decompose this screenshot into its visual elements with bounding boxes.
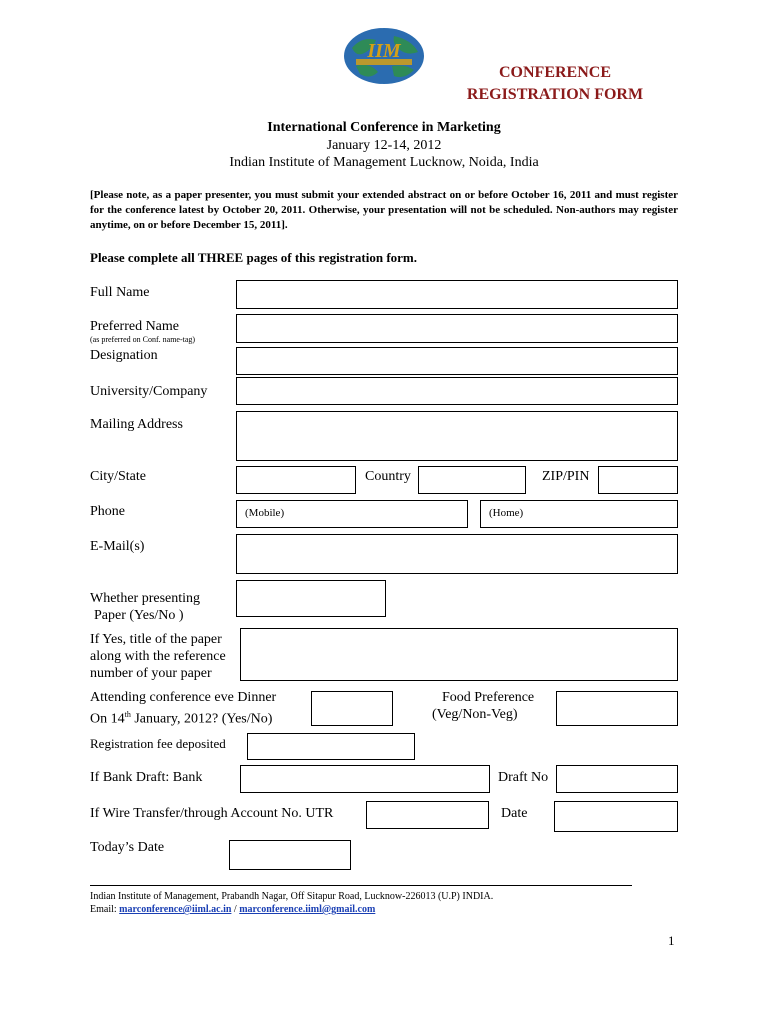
email-link-2[interactable]: marconference.iiml@gmail.com: [239, 904, 376, 915]
footer-email-separator: /: [233, 904, 237, 915]
footer-email-line: [90, 904, 375, 916]
page-number: 1: [668, 933, 675, 948]
globe-icon: [342, 26, 426, 86]
preferred-name-label: Preferred Name: [90, 319, 180, 334]
logo-text: IIM: [367, 40, 401, 62]
footer-email-label: Email:: [90, 904, 117, 915]
deadline-notice: [Please note, as a paper presenter, you must submit your extended abstract on or before October 16, 2011 and must register for the conference latest by October 20, 2011. Otherwise, your presentation will not be scheduled. Non-authors may register anytime, on or before December 15, 2011].: [90, 189, 678, 231]
event-dates: January 12-14, 2012: [326, 138, 442, 153]
instruction-text: Please complete all THREE pages of this registration form.: [90, 250, 418, 265]
dinner-label-sup: th: [124, 710, 131, 719]
utr-field[interactable]: [366, 801, 489, 829]
paper-title-label-1: If Yes, title of the paper: [90, 632, 222, 647]
form-title-line1: CONFERENCE: [498, 64, 611, 81]
event-venue: Indian Institute of Management Lucknow, Noida, India: [229, 155, 539, 170]
draft-no-label: Draft No: [498, 770, 549, 785]
wire-date-field[interactable]: [554, 801, 678, 832]
mailing-address-field[interactable]: [236, 411, 678, 461]
phone-label: Phone: [90, 504, 125, 519]
iim-logo: [342, 26, 426, 86]
email-label: E-Mail(s): [90, 539, 145, 554]
zip-label: ZIP/PIN: [542, 469, 590, 484]
footer-divider: [90, 885, 632, 886]
todays-date-label: Today’s Date: [90, 840, 165, 855]
university-label: University/Company: [90, 384, 208, 399]
mailing-address-label: Mailing Address: [90, 417, 183, 432]
dinner-label-1: Attending conference eve Dinner: [90, 690, 277, 705]
dinner-field[interactable]: [311, 691, 393, 726]
dinner-label-post: January, 2012? (Yes/No): [130, 711, 273, 727]
todays-date-field[interactable]: [229, 840, 351, 870]
phone-home-hint: (Home): [489, 507, 524, 519]
phone-mobile-hint: (Mobile): [245, 507, 285, 519]
dinner-label-pre: On 14: [90, 711, 125, 727]
draft-no-field[interactable]: [556, 765, 678, 793]
footer-address: Indian Institute of Management, Prabandh Nagar, Off Sitapur Road, Lucknow-226013 (U.P) INDIA.: [90, 891, 494, 902]
food-preference-label-2: (Veg/Non-Veg): [432, 707, 518, 722]
preferred-name-note: (as preferred on Conf. name-tag): [90, 335, 196, 344]
dinner-label-2: [90, 706, 272, 728]
form-title-line2: REGISTRATION FORM: [466, 86, 644, 103]
designation-label: Designation: [90, 348, 158, 363]
phone-home-field[interactable]: [480, 500, 678, 528]
reg-fee-field[interactable]: [247, 733, 415, 760]
bank-draft-label: If Bank Draft: Bank: [90, 770, 203, 785]
presenting-field[interactable]: [236, 580, 386, 617]
food-preference-label-1: Food Preference: [442, 690, 535, 705]
country-field[interactable]: [418, 466, 526, 494]
city-state-label: City/State: [90, 469, 146, 484]
form-title: [440, 62, 670, 106]
zip-field[interactable]: [598, 466, 678, 494]
city-state-field[interactable]: [236, 466, 356, 494]
date-label: Date: [501, 806, 528, 821]
event-name: International Conference in Marketing: [267, 120, 501, 135]
email-field[interactable]: [236, 534, 678, 574]
reg-fee-label: Registration fee deposited: [90, 736, 226, 751]
full-name-field[interactable]: [236, 280, 678, 309]
presenting-label-2: Paper (Yes/No ): [94, 608, 184, 623]
designation-field[interactable]: [236, 347, 678, 375]
paper-title-label-3: number of your paper: [90, 666, 212, 681]
university-field[interactable]: [236, 377, 678, 405]
food-preference-field[interactable]: [556, 691, 678, 726]
preferred-name-field[interactable]: [236, 314, 678, 343]
phone-mobile-field[interactable]: [236, 500, 468, 528]
presenting-label-1: Whether presenting: [90, 591, 201, 606]
paper-title-field[interactable]: [240, 628, 678, 681]
paper-title-label-2: along with the reference: [90, 649, 226, 664]
bank-name-field[interactable]: [240, 765, 490, 793]
wire-transfer-label: If Wire Transfer/through Account No. UTR: [90, 806, 334, 821]
email-link-1[interactable]: marconference@iiml.ac.in: [119, 904, 232, 915]
full-name-label: Full Name: [90, 285, 150, 300]
country-label: Country: [365, 469, 411, 484]
